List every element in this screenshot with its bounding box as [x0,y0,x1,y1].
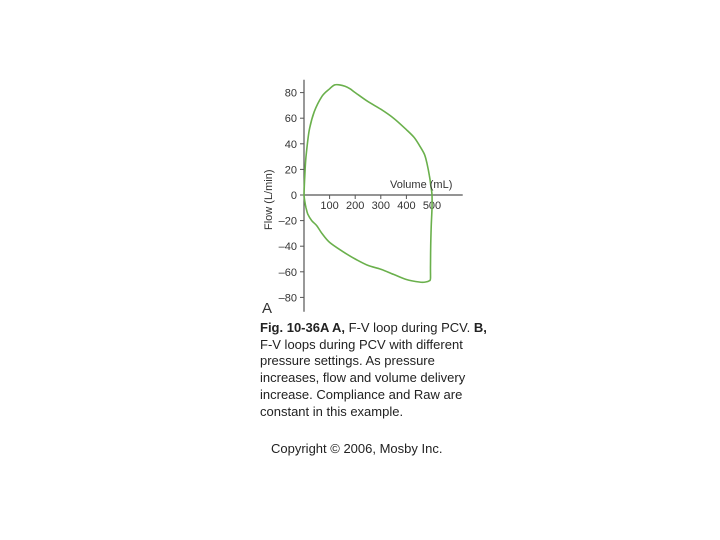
x-axis-label: Volume (mL) [390,179,453,191]
caption-bold-1: Fig. 10-36A A, [260,320,346,335]
x-tick-label: 500 [422,200,442,212]
x-tick-label: 400 [397,200,416,212]
y-axis-label: Flow (L/min) [263,169,275,230]
chart-axes [304,80,463,312]
y-tick-label: –20 [278,215,297,228]
y-tick-label: 40 [284,138,297,151]
caption-text-1: F-V loop during PCV. [345,320,474,335]
y-tick-label: 80 [284,87,297,100]
x-tick-label: 300 [371,200,390,212]
figure-caption [260,320,490,420]
copyright-notice: Copyright © 2006, Mosby Inc. [271,441,443,456]
x-tick-label: 200 [346,200,365,212]
caption-bold-2: B, [473,320,487,335]
caption-text-2: F-V loops during PCV with different pressure settings. As pressure increases, flow and volume delivery increase. Compliance and Raw are constant in this example. [260,336,466,419]
y-tick-label: 60 [284,113,297,126]
panel-label: A [262,300,273,317]
y-tick-label: 0 [290,190,297,202]
y-tick-label: –40 [278,241,297,254]
chart-ticks [279,88,442,305]
y-tick-label: –60 [278,266,297,279]
y-tick-label: –80 [278,292,297,305]
x-tick-label: 100 [320,200,339,212]
y-tick-label: 20 [284,164,297,177]
